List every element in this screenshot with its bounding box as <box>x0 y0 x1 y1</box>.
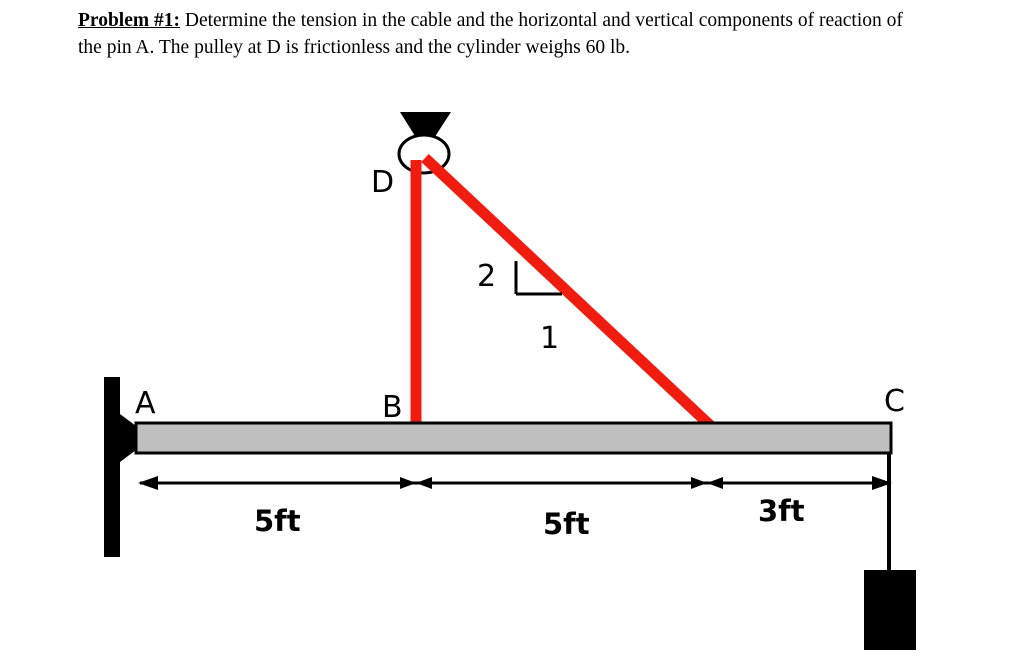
label-point-c: C <box>884 384 905 419</box>
label-point-a: A <box>135 386 156 421</box>
beam-abc <box>136 423 891 453</box>
slope-run-label: 1 <box>540 321 560 356</box>
dimension-label-ab: 5ft <box>254 504 301 538</box>
dimension-label-midc: 3ft <box>758 494 805 528</box>
cable-segment-d-to-beam <box>425 158 714 429</box>
problem-text: Determine the tension in the cable and the horizontal and vertical components of reaction of the pin A. The pulley at D is frictionless and the cylinder weighs 60 lb. <box>78 10 903 58</box>
figure-diagram <box>0 96 1024 660</box>
label-point-d: D <box>371 165 395 200</box>
dimension-line <box>138 476 892 490</box>
problem-number: Problem #1: <box>78 10 180 31</box>
problem-statement <box>78 8 908 62</box>
dimension-label-bmid: 5ft <box>543 507 590 541</box>
label-point-b: B <box>382 390 403 425</box>
slope-rise-label: 2 <box>477 259 497 294</box>
hanging-cylinder <box>864 570 916 650</box>
